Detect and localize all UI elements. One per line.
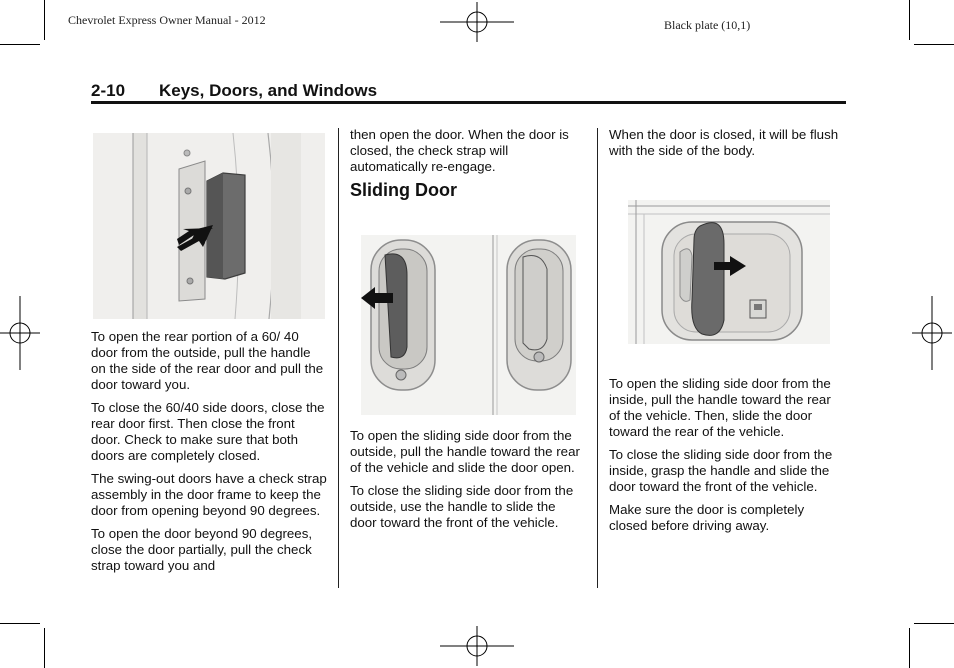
paragraph: To open the door beyond 90 degrees, close the door partially, pull the check strap toward you and xyxy=(91,526,313,573)
header-rule xyxy=(91,101,846,104)
crop-mark xyxy=(44,628,45,668)
plate-label: Black plate (10,1) xyxy=(664,18,751,32)
paragraph: To open the rear portion of a 60/ 40 door from the outside, pull the handle on the side of the rear door and pull the door toward you. xyxy=(91,329,324,392)
paragraph: To open the sliding side door from the inside, pull the handle toward the rear of the vehicle. Then, slide the door toward the rear of the vehicle. xyxy=(609,376,831,439)
paragraph: The swing-out doors have a check strap assembly in the door frame to keep the door from opening beyond 90 degrees. xyxy=(91,471,327,518)
registration-mark xyxy=(440,2,514,42)
column-1 xyxy=(91,329,327,581)
subheading-sliding-door: Sliding Door xyxy=(350,180,457,200)
paragraph: To close the sliding side door from the outside, use the handle to slide the door toward the front of the vehicle. xyxy=(350,483,574,530)
column-2 xyxy=(350,127,582,210)
paragraph: To open the sliding side door from the outside, pull the handle toward the rear of the vehicle and slide the door open. xyxy=(350,428,580,475)
exterior-handle-illustration xyxy=(361,235,576,415)
registration-mark xyxy=(0,296,40,370)
paragraph: then open the door. When the door is closed, the check strap will automatically re-engage. xyxy=(350,127,569,174)
crop-mark xyxy=(0,44,40,45)
paragraph: To close the sliding side door from the inside, grasp the handle and slide the door toward the front of the vehicle. xyxy=(609,447,833,494)
manual-title: Chevrolet Express Owner Manual - 2012 xyxy=(68,13,266,27)
check-strap-illustration xyxy=(93,133,325,319)
crop-mark xyxy=(44,0,45,40)
column-divider xyxy=(597,128,598,588)
registration-mark xyxy=(912,296,952,370)
paragraph: When the door is closed, it will be flush with the side of the body. xyxy=(609,127,839,158)
crop-mark xyxy=(914,623,954,624)
crop-mark xyxy=(909,0,910,40)
crop-mark xyxy=(914,44,954,45)
column-2-lower xyxy=(350,428,582,538)
page-number: 2-10 xyxy=(91,81,126,100)
crop-mark xyxy=(0,623,40,624)
column-3 xyxy=(609,127,841,166)
column-3-lower xyxy=(609,376,841,541)
registration-mark xyxy=(440,626,514,666)
paragraph: To close the 60/40 side doors, close the rear door first. Then close the front door. Check to make sure that both doors are completely closed. xyxy=(91,400,325,463)
column-divider xyxy=(338,128,339,588)
interior-handle-illustration xyxy=(628,200,830,344)
section-title: Keys, Doors, and Windows xyxy=(159,81,378,100)
paragraph: Make sure the door is completely closed before driving away. xyxy=(609,502,805,533)
crop-mark xyxy=(909,628,910,668)
